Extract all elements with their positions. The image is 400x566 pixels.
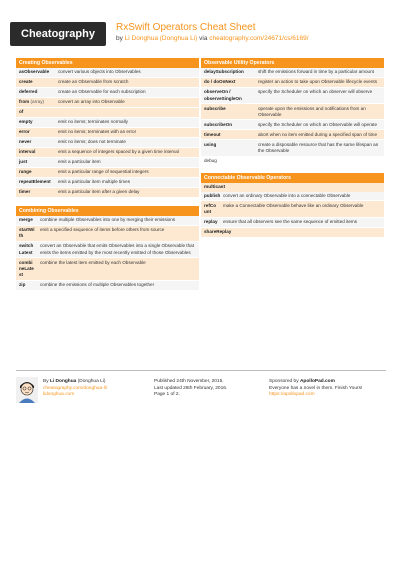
row-value: create an Observable from scratch: [58, 79, 129, 85]
table-row: [16, 108, 199, 118]
row-value: create an Observable for each subscription: [58, 89, 146, 95]
row-key: publish: [204, 192, 221, 198]
section-title: Observable Utility Operators: [201, 58, 384, 68]
page-title: RxSwift Operators Cheat Sheet: [116, 22, 256, 33]
right-column: [201, 58, 384, 246]
row-value: emit no items; terminates with an error: [58, 129, 137, 135]
byline: [116, 35, 309, 42]
row-value: emit a particular range of sequential integers: [58, 169, 149, 175]
table-row: [16, 226, 199, 242]
row-key: never: [19, 139, 32, 145]
debug-note: debug: [204, 157, 217, 163]
table-row: [201, 68, 384, 78]
row-key: [16, 98, 56, 107]
sponsor-name[interactable]: ApolloPad.com: [299, 379, 335, 384]
row-key: replay: [204, 219, 218, 225]
row-key: do / doOnNext: [204, 79, 236, 85]
row-value: shift the emissions forward in time by a particular amount: [258, 69, 374, 75]
table-row: [16, 178, 199, 188]
row-value: emit a particular item after a given delay: [58, 189, 140, 195]
combining-observables-section: [16, 206, 199, 291]
table-row: [201, 140, 384, 156]
table-row: [201, 228, 384, 238]
row-key: subscribe: [204, 105, 226, 111]
table-row: [16, 242, 199, 258]
row-key: observeOn / observeSingleOn: [204, 89, 242, 101]
table-row: [16, 138, 199, 148]
row-key: empty: [19, 119, 33, 125]
row-key: merge: [19, 217, 33, 223]
left-column: [16, 58, 199, 299]
table-row: [16, 118, 199, 128]
row-value: combine multiple Observables into one by merging their emissions: [40, 217, 176, 223]
table-row: [16, 188, 199, 198]
row-key: of: [19, 109, 24, 115]
row-value: combine the emissions of multiple Observables together: [40, 281, 155, 287]
row-value: convert various objects into Observables: [58, 69, 141, 75]
by-prefix: by: [116, 35, 123, 42]
row-value: emit no items; does not terminate: [58, 139, 126, 145]
table-row: [201, 201, 384, 217]
via-text: via: [199, 35, 208, 42]
row-key: timer: [19, 189, 31, 195]
row-value: abort when no item emitted during a specified span of time: [258, 131, 377, 137]
row-value: operate upon the emissions and notifications from an Observable: [258, 105, 366, 117]
by-label: By: [43, 379, 49, 384]
row-value: emit a particular item multiple times: [58, 179, 130, 185]
row-value: emit a specified sequence of items before others from source: [40, 227, 165, 233]
table-row: [201, 120, 384, 130]
row-value: make a Connectable Observable behave like an ordinary Observable: [223, 202, 364, 208]
row-key: deferred: [19, 89, 38, 95]
sponsor-prefix: Sponsored by: [269, 379, 299, 384]
row-value: register an action to take upon Observable lifecycle events: [258, 79, 377, 85]
page-footer: [16, 370, 386, 410]
row-key: shareReplay: [204, 229, 232, 235]
table-row: [16, 88, 199, 98]
row-key: just: [19, 159, 28, 165]
row-value: combine the latest item emitted by each Observable: [40, 259, 146, 265]
row-value: [234, 228, 384, 237]
footer-author-alt: (Donghua Li): [77, 379, 106, 384]
row-value: ensure that all observers see the same sequence of emitted items: [223, 219, 358, 225]
row-key: refCount: [204, 202, 216, 215]
row-key: subscribeOn: [204, 121, 233, 127]
table-row: [201, 88, 384, 104]
row-key: delaySubscription: [204, 69, 244, 75]
updated-date: Last updated 26th February, 2016.: [154, 385, 228, 391]
row-value: convert an array into Observable: [58, 99, 125, 105]
sponsor-info: [269, 379, 362, 399]
row-value: specify the Scheduler on which an Observable will operate: [258, 121, 377, 127]
subsection-head: multicast: [201, 183, 384, 192]
row-key: using: [204, 141, 217, 147]
author-link[interactable]: Li Donghua (Donghua Li): [124, 35, 198, 42]
table-row: [16, 98, 199, 108]
sheet-url-link[interactable]: cheatography.com/24671/cs/6169/: [209, 35, 309, 42]
sponsor-tagline: Everyone has a novel in them. Finish Yours!: [269, 385, 363, 391]
table-row: [201, 104, 384, 120]
row-key: range: [19, 169, 32, 175]
row-value: convert an ordinary Observable into a connectable Observable: [223, 192, 351, 198]
section-title: Combining Observables: [16, 206, 199, 216]
table-row: [201, 130, 384, 140]
row-value: emit no items; terminates normally: [58, 119, 128, 125]
row-key: repeatElement: [19, 179, 51, 185]
footer-author[interactable]: Li Donghua: [49, 379, 77, 384]
table-row: [16, 258, 199, 280]
author-avatar-icon: [16, 377, 38, 403]
table-row: [16, 78, 199, 88]
logo-text: Cheatography: [21, 28, 95, 40]
connectable-operators-section: [201, 173, 384, 238]
row-key: error: [19, 129, 30, 135]
table-row: [16, 148, 199, 158]
row-value: create a disposable resource that has the same lifespan as the Observable: [258, 141, 379, 153]
sponsor-url-link[interactable]: https://apollopad.com: [269, 392, 315, 397]
creating-observables-section: [16, 58, 199, 198]
table-row: [201, 192, 384, 202]
table-row: [16, 216, 199, 226]
row-key-note: (array): [30, 99, 45, 105]
row-key: startWith: [19, 227, 35, 239]
table-row: [201, 218, 384, 228]
row-value: emit a sequence of integers spaced by a given time interval: [58, 149, 179, 155]
row-key: create: [19, 79, 33, 85]
row-key: combineLatest: [19, 259, 34, 277]
table-row: [201, 78, 384, 88]
section-title: Creating Observables: [16, 58, 199, 68]
row-value: convert an Observable that emits Observables into a single Observable that emits the items emitted by the most recently emitted of those Observables: [40, 243, 194, 255]
row-value: emit a particular item: [58, 159, 101, 165]
section-title: Connectable Observable Operators: [201, 173, 384, 183]
publish-info: [154, 379, 227, 399]
row-key-main: from: [19, 99, 30, 105]
row-key: interval: [19, 149, 36, 155]
row-key: asObservable: [19, 69, 50, 75]
table-row: [16, 68, 199, 78]
table-row: [16, 158, 199, 168]
row-value: specify the Scheduler on which an observer will observe: [258, 89, 373, 95]
row-value: [56, 108, 199, 117]
row-key: switchLatest: [19, 243, 34, 255]
row-key: timeout: [204, 131, 221, 137]
table-row: [16, 281, 199, 291]
utility-operators-section: [201, 58, 384, 165]
author-profile-link[interactable]: cheatography.com/donghua-li/: [43, 385, 108, 391]
author-info: [43, 379, 107, 399]
published-date: Published 24th November, 2015.: [154, 379, 224, 384]
row-key: zip: [19, 281, 26, 287]
cheatography-logo[interactable]: [10, 22, 106, 46]
page-header: [0, 0, 400, 56]
page-number: Page 1 of 2.: [154, 392, 180, 397]
table-row: [16, 128, 199, 138]
author-site-link[interactable]: lidonghua.com: [43, 392, 75, 397]
table-row: [16, 168, 199, 178]
